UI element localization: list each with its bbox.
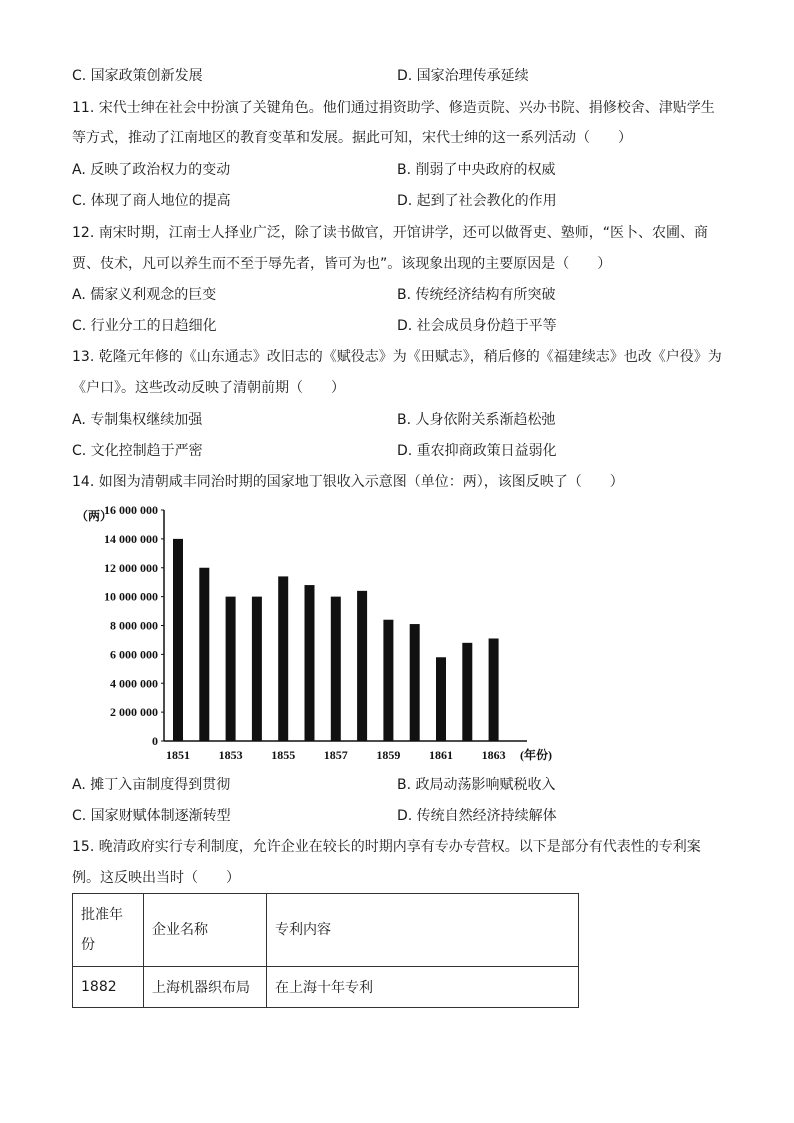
x-tick-label: 1855 bbox=[271, 748, 296, 762]
x-tick-label: 1861 bbox=[429, 748, 453, 762]
q12-option-d: D. 社会成员身份趋于平等 bbox=[397, 318, 557, 334]
q12-option-a: A. 儒家义利观念的巨变 bbox=[72, 287, 217, 303]
q13-stem-line2: 《户口》。这些改动反映了清朝前期（ ） bbox=[72, 380, 345, 396]
q13-option-d: D. 重农抑商政策日益弱化 bbox=[397, 443, 557, 459]
q11-option-d: D. 起到了社会教化的作用 bbox=[397, 193, 557, 209]
bar-1859 bbox=[383, 620, 393, 741]
x-tick-label: 1851 bbox=[166, 748, 190, 762]
y-tick-label: 6 000 000 bbox=[110, 647, 158, 662]
cell-year: 1882 bbox=[73, 967, 144, 1008]
bar-1851 bbox=[173, 539, 183, 741]
bar-1854 bbox=[252, 597, 262, 741]
q15-stem-line1: 15. 晚清政府实行专利制度，允许企业在较长的时期内享有专办专营权。以下是部分有代表性的专利案 bbox=[72, 839, 701, 855]
q11-option-b: B. 削弱了中央政府的权威 bbox=[397, 162, 556, 178]
cell-content: 在上海十年专利 bbox=[267, 967, 579, 1008]
x-tick-label: 1857 bbox=[323, 748, 348, 762]
header-company-name: 企业名称 bbox=[144, 894, 267, 967]
x-tick-label: 1863 bbox=[481, 748, 506, 762]
x-tick-label: 1859 bbox=[376, 748, 401, 762]
q13-option-b: B. 人身依附关系渐趋松弛 bbox=[397, 412, 556, 428]
q11-option-a: A. 反映了政治权力的变动 bbox=[72, 162, 231, 178]
y-tick-label: 14 000 000 bbox=[104, 531, 158, 546]
y-tick-label: 12 000 000 bbox=[104, 560, 158, 575]
y-tick-label: 4 000 000 bbox=[110, 676, 158, 691]
bar-1861 bbox=[436, 657, 446, 741]
q12-option-c: C. 行业分工的日趋细化 bbox=[72, 318, 217, 334]
x-axis-ticks bbox=[166, 748, 506, 762]
q13-stem-line1: 13. 乾隆元年修的《山东通志》改旧志的《赋役志》为《田赋志》，稍后修的《福建续志》也改《户役》为 bbox=[72, 349, 722, 365]
cell-company: 上海机器织布局 bbox=[144, 967, 267, 1008]
x-tick-label: 1853 bbox=[218, 748, 243, 762]
q13-option-c: C. 文化控制趋于严密 bbox=[72, 443, 203, 459]
q14-stem: 14. 如图为清朝咸丰同治时期的国家地丁银收入示意图（单位：两），该图反映了（ ） bbox=[72, 474, 624, 490]
y-axis-ticks bbox=[104, 503, 164, 748]
bar-1858 bbox=[357, 591, 367, 741]
q14-option-b: B. 政局动荡影响赋税收入 bbox=[397, 777, 556, 793]
y-tick-label: 8 000 000 bbox=[110, 618, 158, 633]
q12-stem-line1: 12. 南宋时期，江南士人择业广泛，除了读书做官，开馆讲学，还可以做胥吏、塾师，“医卜、农圃、商 bbox=[72, 225, 708, 241]
table-row bbox=[73, 967, 579, 1008]
q10-option-d: D. 国家治理传承延续 bbox=[397, 68, 529, 84]
header-approval-year-line2: 份 bbox=[81, 937, 95, 953]
bar-1855 bbox=[278, 576, 288, 741]
q14-option-d: D. 传统自然经济持续解体 bbox=[397, 808, 557, 824]
y-axis-unit-label: （两） bbox=[76, 509, 113, 523]
q14-option-c: C. 国家财赋体制逐渐转型 bbox=[72, 808, 231, 824]
x-axis-unit-label: (年份) bbox=[520, 748, 552, 762]
q12-stem-line2: 贾、伎术，凡可以养生而不至于辱先者，皆可为也”。该现象出现的主要原因是（ ） bbox=[72, 256, 612, 272]
q11-option-c: C. 体现了商人地位的提高 bbox=[72, 193, 231, 209]
chart-bars bbox=[173, 539, 499, 741]
header-patent-content: 专利内容 bbox=[267, 894, 579, 967]
q11-stem-line2: 等方式，推动了江南地区的教育变革和发展。据此可知，宋代士绅的这一系列活动（ ） bbox=[72, 130, 632, 146]
bar-1856 bbox=[305, 585, 315, 741]
patent-table bbox=[72, 893, 579, 1008]
header-approval-year-line1: 批准年 bbox=[81, 907, 123, 923]
y-tick-label: 2 000 000 bbox=[110, 705, 158, 720]
bar-1860 bbox=[410, 624, 420, 741]
q10-option-c: C. 国家政策创新发展 bbox=[72, 68, 203, 84]
bar-1863 bbox=[489, 638, 499, 741]
y-tick-label: 0 bbox=[152, 734, 158, 748]
bar-1853 bbox=[226, 597, 236, 741]
table-header-row bbox=[73, 894, 579, 967]
land-poll-tax-bar-chart bbox=[72, 502, 572, 764]
bar-1862 bbox=[462, 643, 472, 741]
header-approval-year bbox=[73, 894, 144, 967]
bar-1852 bbox=[199, 568, 209, 741]
q15-stem-line2: 例。这反映出当时（ ） bbox=[72, 870, 240, 886]
q13-option-a: A. 专制集权继续加强 bbox=[72, 412, 203, 428]
q14-option-a: A. 摊丁入亩制度得到贯彻 bbox=[72, 777, 231, 793]
y-tick-label: 10 000 000 bbox=[104, 589, 158, 604]
y-tick-label: 16 000 000 bbox=[104, 503, 158, 517]
q12-option-b: B. 传统经济结构有所突破 bbox=[397, 287, 556, 303]
q11-stem-line1: 11. 宋代士绅在社会中扮演了关键角色。他们通过捐资助学、修造贡院、兴办书院、捐修校舍、津贴学生 bbox=[72, 100, 715, 116]
bar-1857 bbox=[331, 597, 341, 741]
